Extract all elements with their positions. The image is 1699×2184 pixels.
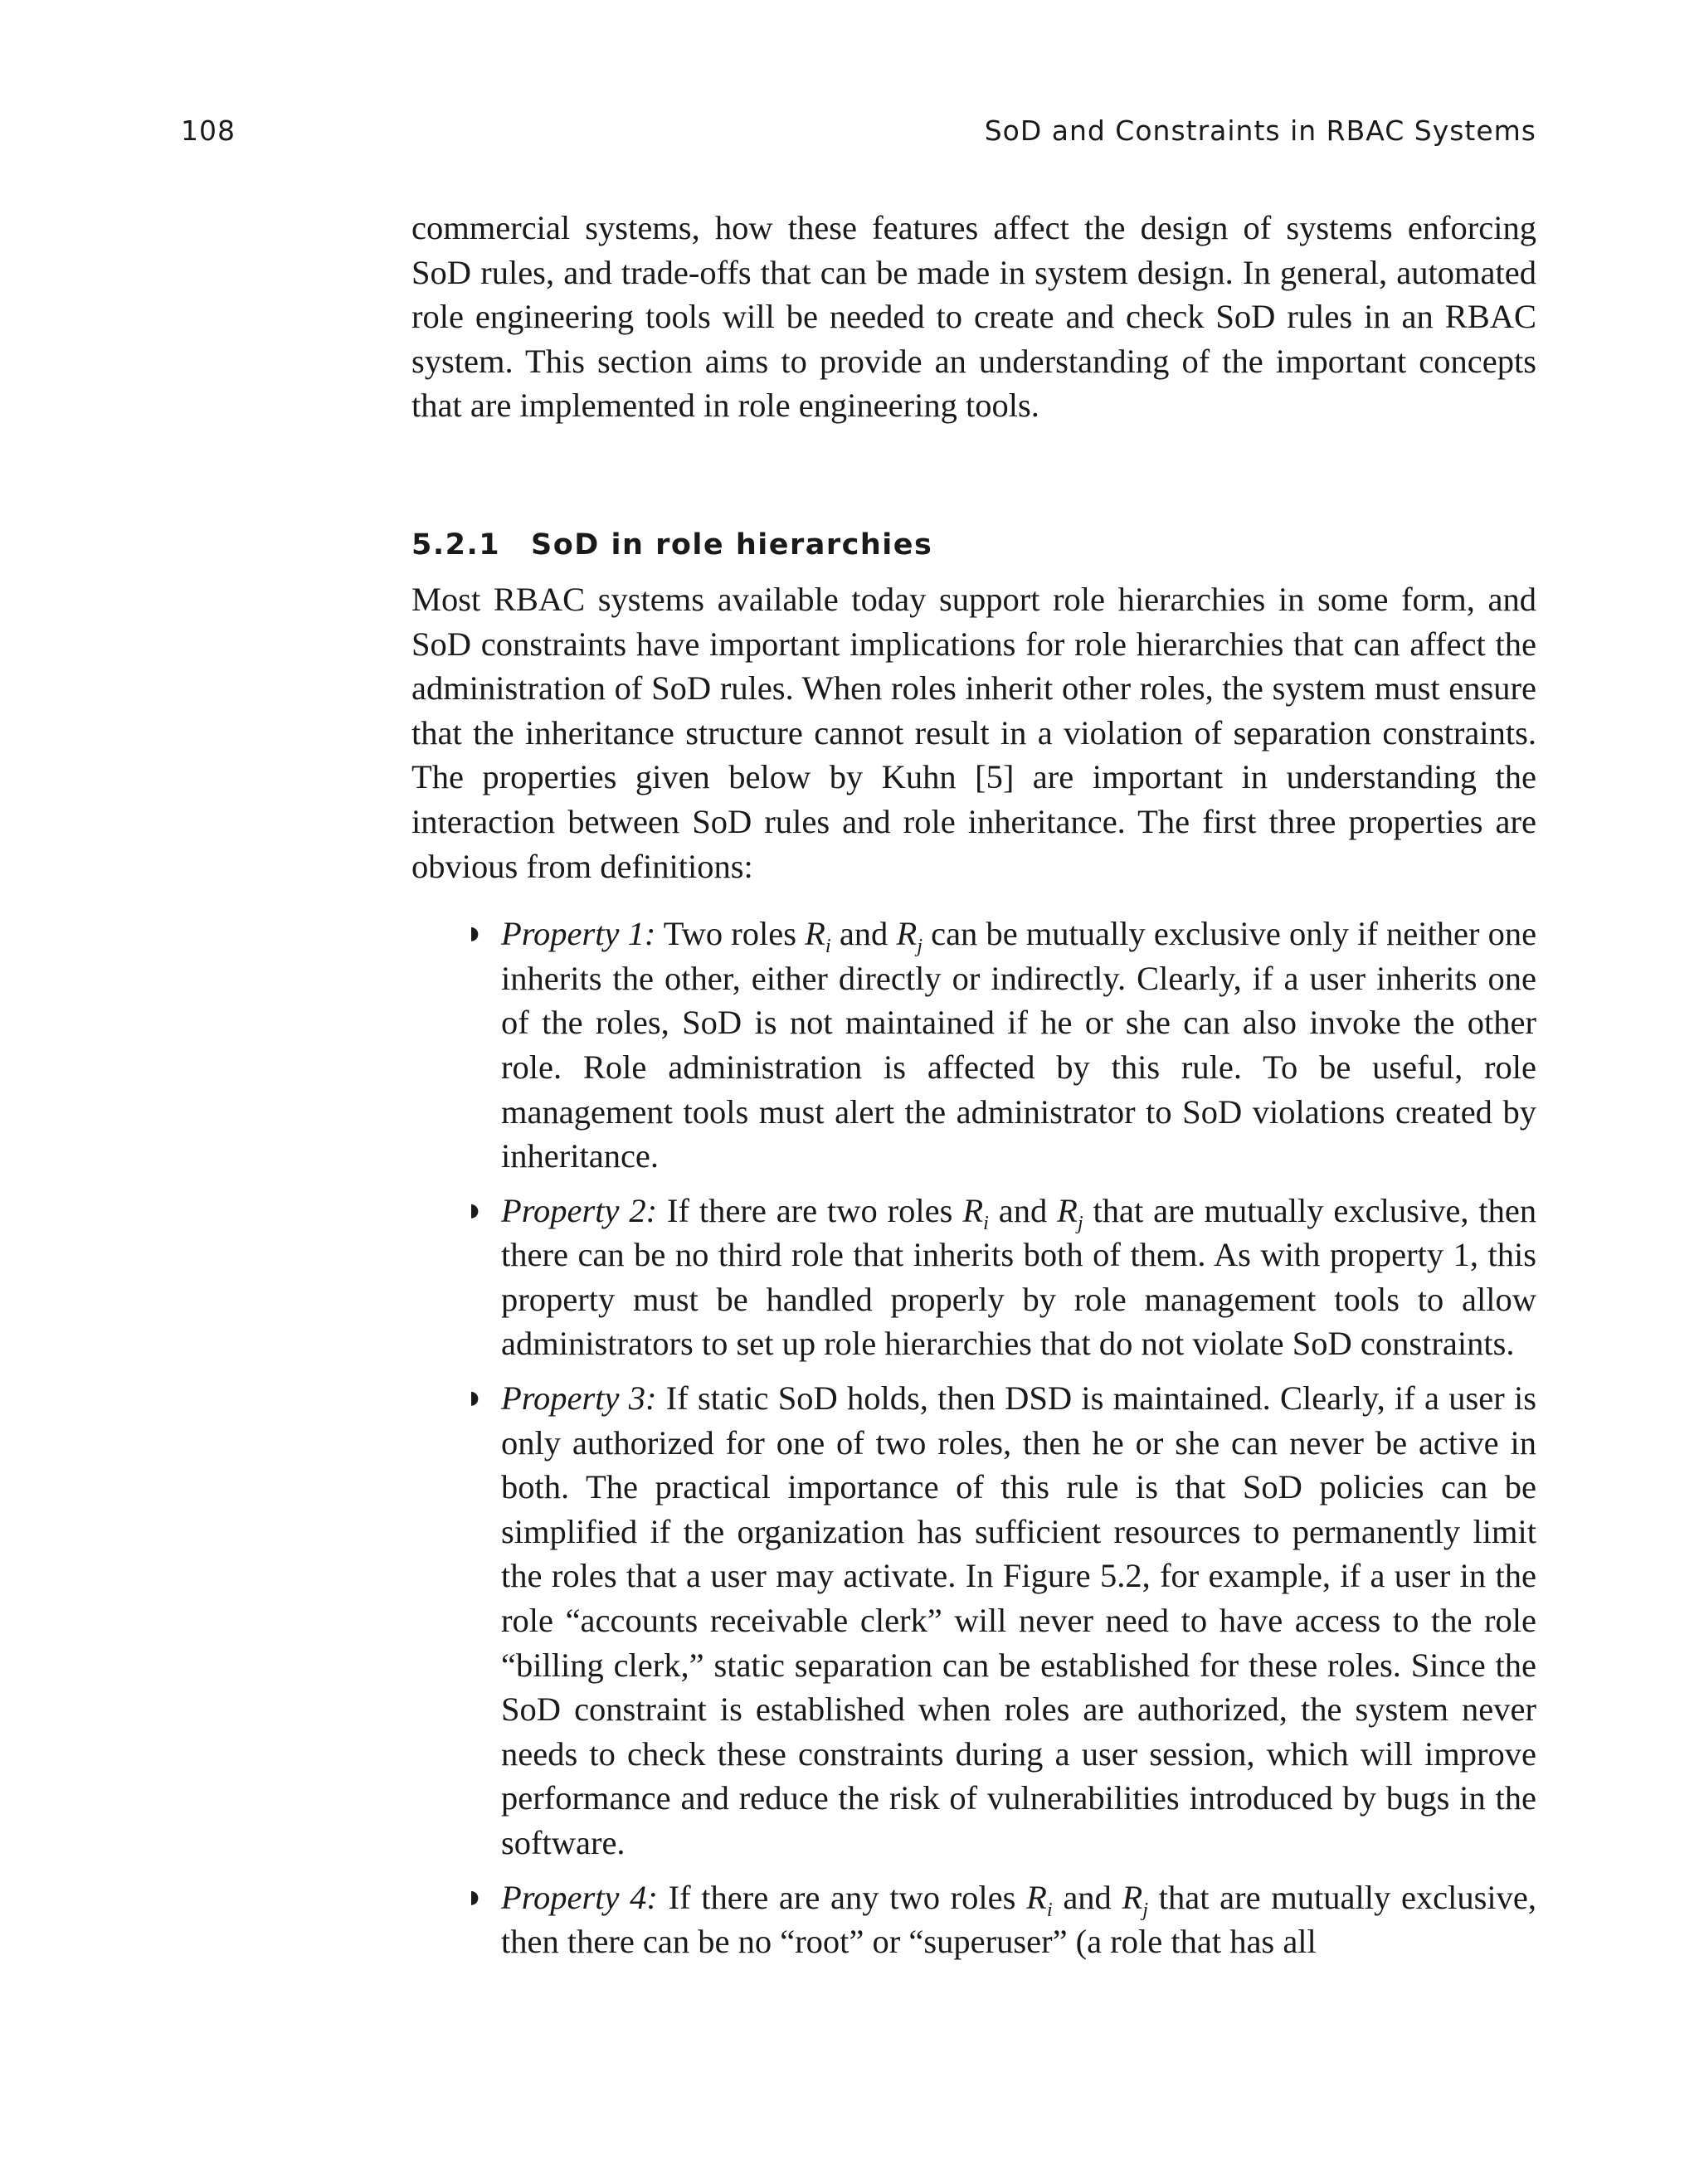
property-label: Property 2: xyxy=(501,1191,658,1229)
property-text: can be mutually exclusive only if neither one inherits the other, either directly or indirectly. Clearly, if a user inherits one of the roles, SoD is not maintained if he or she can also invoke the other role. Role administration is affected by this rule. To be useful, role management tools must alert the administrator to SoD violations created by inheritance. xyxy=(501,915,1537,1175)
page-number: 108 xyxy=(181,114,236,147)
bullet-icon: ◗ xyxy=(470,923,480,945)
bullet-icon: ◗ xyxy=(470,1388,480,1409)
bullet-icon: ◗ xyxy=(470,1886,480,1908)
section-heading xyxy=(411,524,1536,566)
section-body-paragraph: Most RBAC systems available today support role hierarchies in some form, and SoD constraints have important implications for role hierarchies that can affect the administration of SoD rules. When roles inherit other roles, the system must ensure that the inheritance structure cannot result in a violation of separation constraints. The properties given below by Kuhn [5] are important in understanding the interaction between SoD rules and role inheritance. The first three properties are obvious from definitions: xyxy=(411,580,1536,885)
running-head xyxy=(181,114,1536,156)
chapter-title: SoD and Constraints in RBAC Systems xyxy=(984,114,1536,147)
property-item-2 xyxy=(411,1189,1536,1366)
property-text: that are mutually exclusive, then there can be no third role that inherits both of them. As with property 1, this property must be handled properly by role management tools to allow administrators to set up role hierarchies that do not violate SoD constraints. xyxy=(501,1191,1537,1363)
role-variable-j: $R_j$ xyxy=(1057,1191,1083,1234)
property-text: Two roles xyxy=(663,915,797,953)
page-body xyxy=(411,206,1536,1974)
property-text: If there are any two roles xyxy=(668,1878,1016,1916)
property-list xyxy=(411,912,1536,1964)
property-label: Property 1: xyxy=(501,915,656,953)
property-text: and xyxy=(839,915,888,953)
role-variable-i: $R_i$ xyxy=(805,915,831,958)
property-text: If static SoD holds, then DSD is maintained. Clearly, if a user is only authorized for one of two roles, then he or she can never be active in both. The practical importance of this rule is that SoD policies can be simplified if the organization has sufficient resources to permanently limit the roles that a user may activate. In Figure 5.2, for example, if a user in the role “accounts receivable clerk” will never need to have access to the role “billing clerk,” static separation can be established for these roles. Since the SoD constraint is established when roles are authorized, the system never needs to check these constraints during a user session, which will improve performance and reduce the risk of vulnerabilities introduced by bugs in the software. xyxy=(501,1379,1536,1861)
property-text: and xyxy=(1063,1878,1112,1916)
property-item-1 xyxy=(411,912,1536,1179)
bullet-icon: ◗ xyxy=(470,1199,480,1221)
property-label: Property 4: xyxy=(501,1878,658,1916)
section-number: 5.2.1 xyxy=(411,528,501,562)
property-item-4 xyxy=(411,1875,1536,1964)
section-title: SoD in role hierarchies xyxy=(531,528,933,562)
property-text: If there are two roles xyxy=(667,1191,953,1229)
role-variable-j: $R_j$ xyxy=(896,915,923,958)
intro-paragraph: commercial systems, how these features affect the design of systems enforcing SoD rules, and trade-offs that can be made in system design. In general, automated role engineering tools will be needed to create and check SoD rules in an RBAC system. This section aims to provide an understanding of the important concepts that are implemented in role engineering tools. xyxy=(411,209,1536,425)
property-label: Property 3: xyxy=(501,1379,657,1418)
property-text: that are mutually exclusive, then there can be no “root” or “superuser” (a role that has all xyxy=(501,1878,1537,1961)
role-variable-j: $R_j$ xyxy=(1122,1878,1149,1921)
role-variable-i: $R_i$ xyxy=(1026,1878,1053,1921)
property-text: and xyxy=(998,1191,1048,1229)
role-variable-i: $R_i$ xyxy=(962,1191,989,1234)
property-item-3 xyxy=(411,1376,1536,1865)
